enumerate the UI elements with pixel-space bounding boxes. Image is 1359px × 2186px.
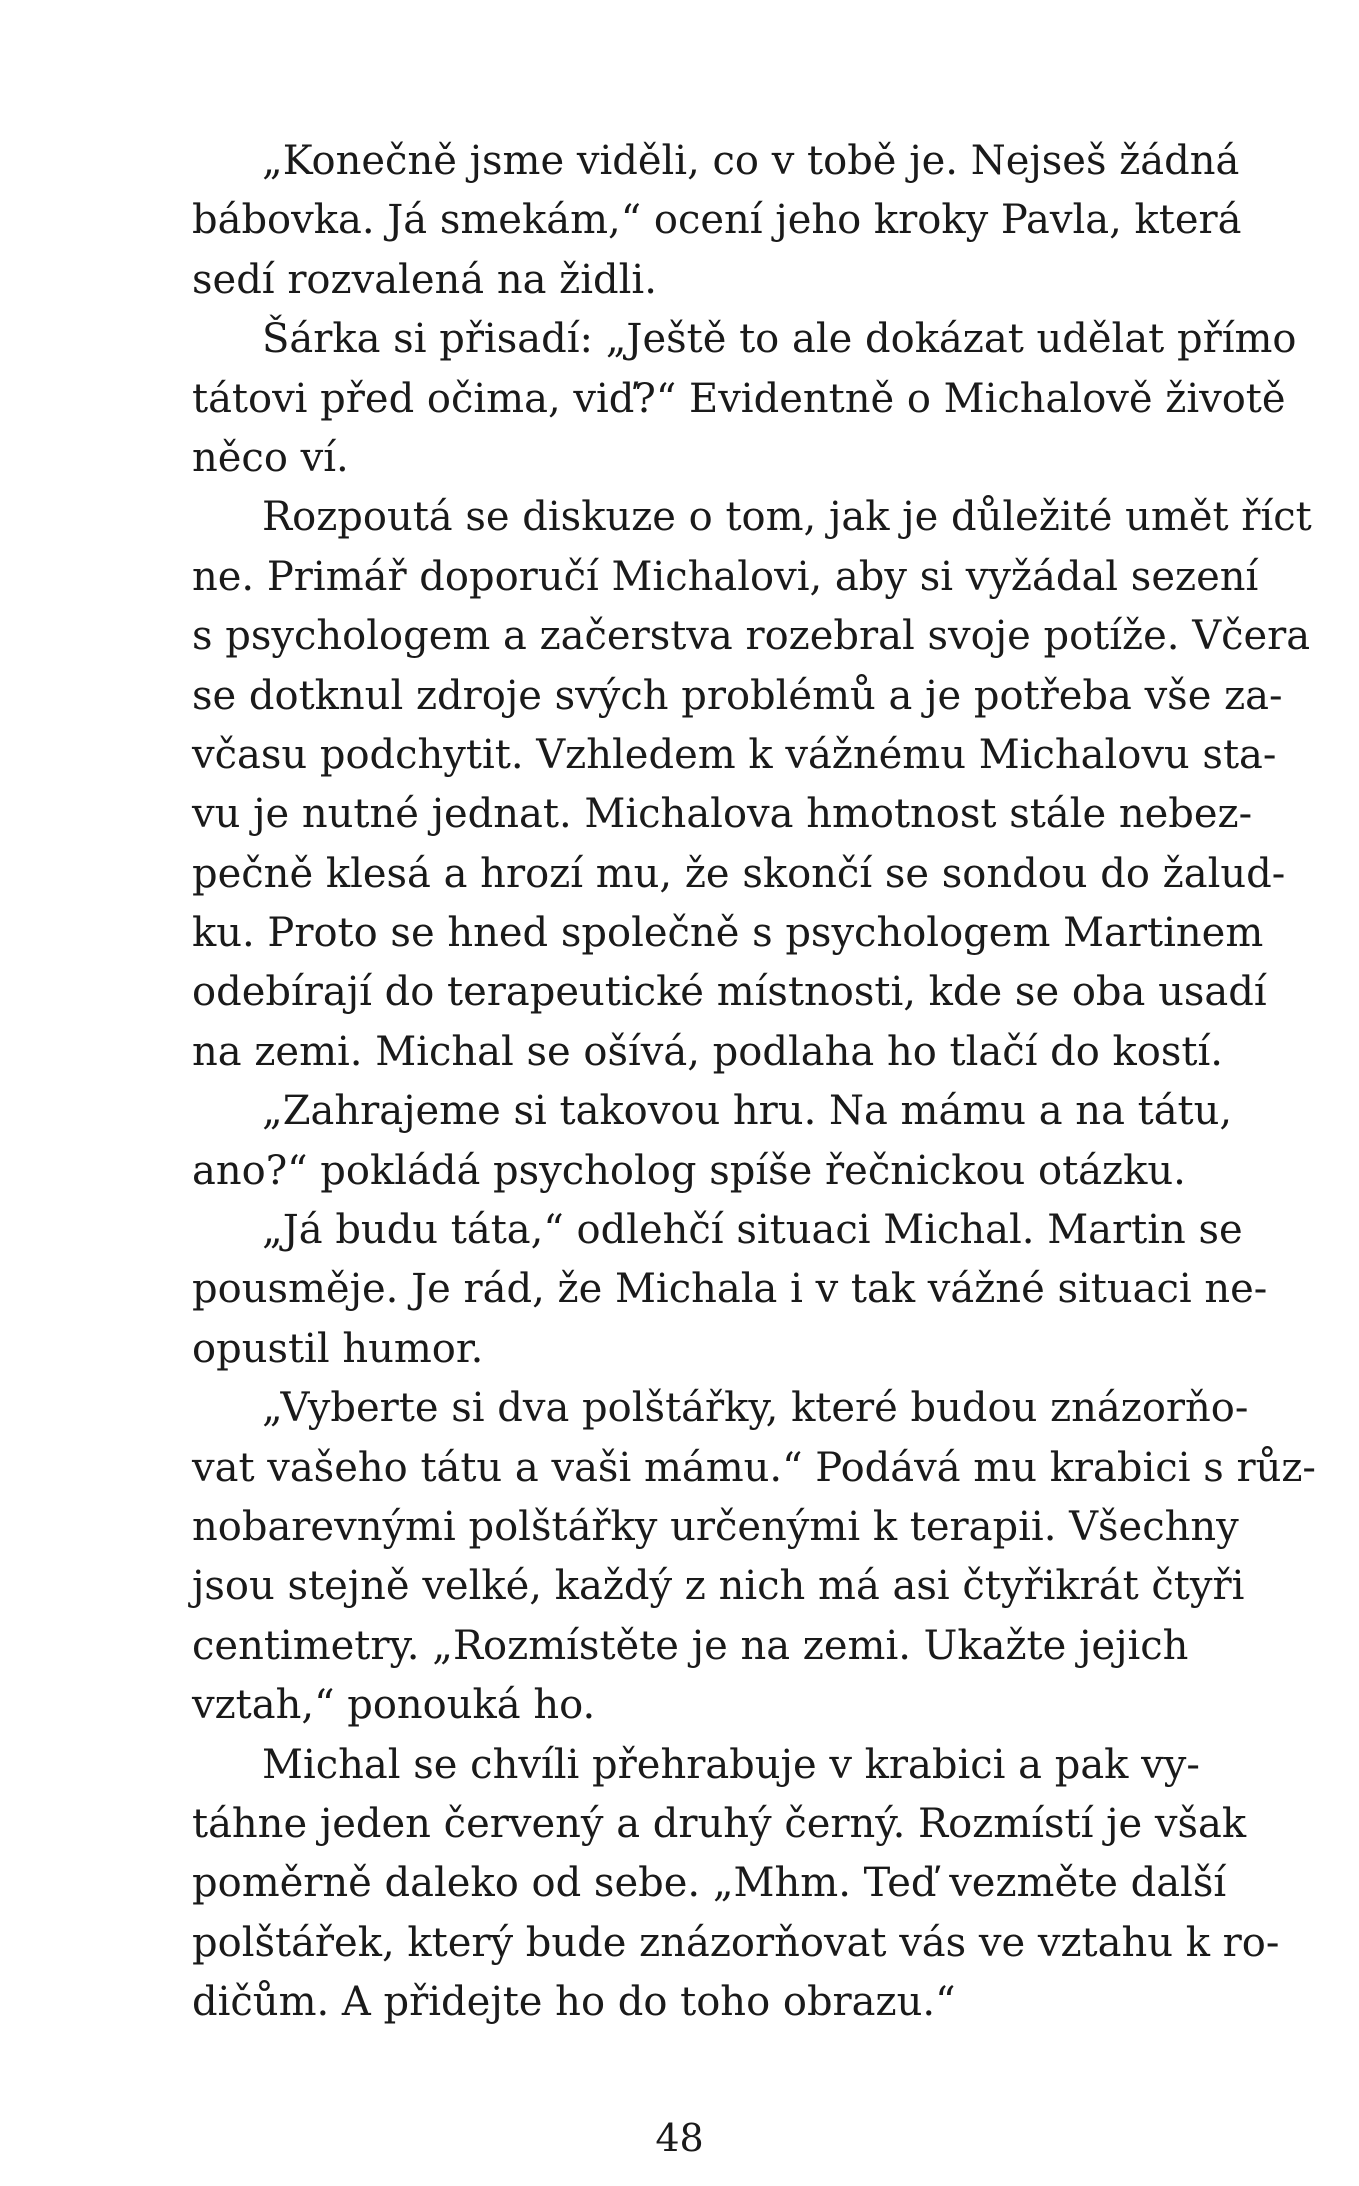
text-line: „Já budu táta,“ odlehčí situaci Michal. Martin se [262, 1207, 1243, 1254]
text-line: odebírají do terapeutické místnosti, kde se oba usadí [192, 969, 1267, 1016]
text-line: Rozpoutá se diskuze o tom, jak je důležité umět říct [262, 494, 1312, 541]
text-line: pečně klesá a hrozí mu, že skončí se sondou do žalud- [192, 850, 1286, 897]
text-line: sedí rozvalená na židli. [192, 256, 657, 303]
text-line: jsou stejně velké, každý z nich má asi čtyřikrát čtyři [192, 1563, 1245, 1610]
text-line: Michal se chvíli přehrabuje v krabici a pak vy- [262, 1741, 1200, 1788]
text-line: centimetry. „Rozmístěte je na zemi. Ukažte jejich [192, 1622, 1189, 1669]
text-line: se dotknul zdroje svých problémů a je potřeba vše za- [192, 672, 1283, 719]
text-line: na zemi. Michal se ošívá, podlaha ho tlačí do kostí. [192, 1028, 1223, 1075]
text-line: „Vyberte si dva polštářky, které budou znázorňo- [262, 1385, 1249, 1432]
text-line: tátovi před očima, viď?“ Evidentně o Michalově životě [192, 375, 1286, 422]
body-text [192, 132, 1316, 2033]
text-line: něco ví. [192, 434, 349, 481]
text-line: ne. Primář doporučí Michalovi, aby si vyžádal sezení [192, 553, 1259, 600]
text-line: vztah,“ ponouká ho. [192, 1682, 596, 1729]
text-line: s psychologem a začerstva rozebral svoje potíže. Včera [192, 613, 1311, 660]
text-line: ku. Proto se hned společně s psychologem Martinem [192, 910, 1264, 957]
text-line: polštářek, který bude znázorňovat vás ve vztahu k ro- [192, 1919, 1280, 1966]
text-line: nobarevnými polštářky určenými k terapii. Všechny [192, 1503, 1239, 1550]
page-number: 48 [655, 2116, 704, 2160]
text-line: vu je nutné jednat. Michalova hmotnost stále nebez- [192, 791, 1253, 838]
text-line: Šárka si přisadí: „Ještě to ale dokázat udělat přímo [262, 316, 1297, 363]
text-line: dičům. A přidejte ho do toho obrazu.“ [192, 1979, 956, 2026]
text-line: poměrně daleko od sebe. „Mhm. Teď vezměte další [192, 1860, 1227, 1907]
text-line: „Zahrajeme si takovou hru. Na mámu a na tátu, [262, 1088, 1233, 1135]
text-line: včasu podchytit. Vzhledem k vážnému Michalovu sta- [192, 731, 1277, 778]
text-line: „Konečně jsme viděli, co v tobě je. Nejseš žádná [262, 138, 1240, 184]
text-line: bábovka. Já smekám,“ ocení jeho kroky Pavla, která [192, 197, 1242, 244]
text-line: opustil humor. [192, 1325, 484, 1372]
text-line: pousměje. Je rád, že Michala i v tak vážné situaci ne- [192, 1266, 1268, 1313]
text-line: vat vašeho tátu a vaši mámu.“ Podává mu krabici s růz- [192, 1444, 1316, 1491]
text-line: táhne jeden červený a druhý černý. Rozmístí je však [192, 1800, 1247, 1847]
text-line: ano?“ pokládá psycholog spíše řečnickou otázku. [192, 1147, 1186, 1194]
